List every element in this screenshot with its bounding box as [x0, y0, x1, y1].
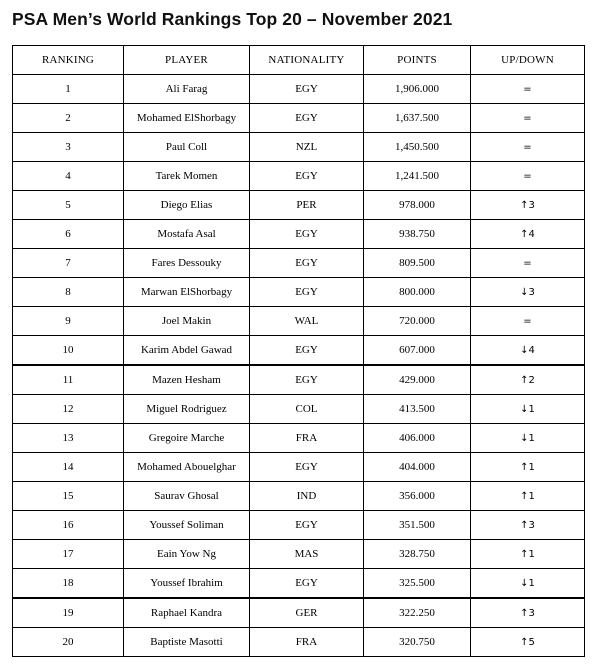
cell-points: 800.000	[364, 278, 471, 307]
cell-points: 1,906.000	[364, 75, 471, 104]
cell-rank: 20	[13, 628, 124, 657]
cell-nationality: EGY	[250, 220, 364, 249]
cell-up-down: =	[471, 75, 585, 104]
table-row	[13, 424, 585, 453]
cell-rank: 2	[13, 104, 124, 133]
table-row	[13, 133, 585, 162]
cell-player: Baptiste Masotti	[124, 628, 250, 657]
cell-nationality: EGY	[250, 453, 364, 482]
cell-points: 351.500	[364, 511, 471, 540]
cell-up-down: ↓4	[471, 336, 585, 366]
cell-nationality: EGY	[250, 162, 364, 191]
cell-rank: 18	[13, 569, 124, 599]
cell-nationality: GER	[250, 598, 364, 628]
cell-nationality: EGY	[250, 336, 364, 366]
table-row	[13, 482, 585, 511]
cell-rank: 13	[13, 424, 124, 453]
cell-up-down: ↑2	[471, 365, 585, 395]
cell-player: Mohamed ElShorbagy	[124, 104, 250, 133]
table-row	[13, 569, 585, 599]
cell-up-down: ↓1	[471, 424, 585, 453]
cell-rank: 6	[13, 220, 124, 249]
cell-up-down: =	[471, 249, 585, 278]
cell-up-down: ↑1	[471, 453, 585, 482]
table-row	[13, 307, 585, 336]
cell-rank: 19	[13, 598, 124, 628]
cell-nationality: FRA	[250, 424, 364, 453]
header-up-down: UP/DOWN	[471, 46, 585, 75]
cell-player: Raphael Kandra	[124, 598, 250, 628]
cell-points: 322.250	[364, 598, 471, 628]
cell-player: Paul Coll	[124, 133, 250, 162]
cell-player: Gregoire Marche	[124, 424, 250, 453]
cell-points: 978.000	[364, 191, 471, 220]
cell-player: Marwan ElShorbagy	[124, 278, 250, 307]
header-points: POINTS	[364, 46, 471, 75]
cell-player: Diego Elias	[124, 191, 250, 220]
cell-points: 325.500	[364, 569, 471, 599]
header-nationality: NATIONALITY	[250, 46, 364, 75]
cell-rank: 1	[13, 75, 124, 104]
cell-player: Miguel Rodriguez	[124, 395, 250, 424]
cell-points: 328.750	[364, 540, 471, 569]
cell-up-down: ↓3	[471, 278, 585, 307]
cell-rank: 9	[13, 307, 124, 336]
cell-player: Mohamed Abouelghar	[124, 453, 250, 482]
cell-nationality: EGY	[250, 249, 364, 278]
cell-player: Saurav Ghosal	[124, 482, 250, 511]
header-player: PLAYER	[124, 46, 250, 75]
header-ranking: RANKING	[13, 46, 124, 75]
cell-points: 809.500	[364, 249, 471, 278]
cell-up-down: =	[471, 133, 585, 162]
cell-rank: 15	[13, 482, 124, 511]
table-row	[13, 278, 585, 307]
table-row	[13, 365, 585, 395]
cell-rank: 16	[13, 511, 124, 540]
cell-points: 1,241.500	[364, 162, 471, 191]
cell-rank: 14	[13, 453, 124, 482]
cell-player: Youssef Ibrahim	[124, 569, 250, 599]
rankings-table	[12, 45, 585, 657]
cell-player: Fares Dessouky	[124, 249, 250, 278]
cell-up-down: ↑4	[471, 220, 585, 249]
cell-nationality: EGY	[250, 104, 364, 133]
cell-nationality: EGY	[250, 365, 364, 395]
table-row	[13, 511, 585, 540]
cell-player: Youssef Soliman	[124, 511, 250, 540]
cell-nationality: EGY	[250, 511, 364, 540]
cell-up-down: ↓1	[471, 569, 585, 599]
header-row	[13, 46, 585, 75]
cell-player: Ali Farag	[124, 75, 250, 104]
cell-nationality: EGY	[250, 569, 364, 599]
cell-nationality: EGY	[250, 278, 364, 307]
table-row	[13, 628, 585, 657]
cell-up-down: ↑1	[471, 482, 585, 511]
page-title: PSA Men’s World Rankings Top 20 – November 2021	[12, 9, 453, 29]
cell-rank: 7	[13, 249, 124, 278]
cell-points: 607.000	[364, 336, 471, 366]
cell-rank: 4	[13, 162, 124, 191]
table-row	[13, 220, 585, 249]
cell-points: 320.750	[364, 628, 471, 657]
table-row	[13, 162, 585, 191]
cell-player: Karim Abdel Gawad	[124, 336, 250, 366]
table-row	[13, 540, 585, 569]
cell-points: 356.000	[364, 482, 471, 511]
cell-rank: 3	[13, 133, 124, 162]
cell-rank: 11	[13, 365, 124, 395]
cell-up-down: =	[471, 162, 585, 191]
table-row	[13, 191, 585, 220]
cell-nationality: NZL	[250, 133, 364, 162]
cell-up-down: ↑5	[471, 628, 585, 657]
cell-nationality: PER	[250, 191, 364, 220]
cell-points: 1,637.500	[364, 104, 471, 133]
cell-points: 938.750	[364, 220, 471, 249]
cell-player: Joel Makin	[124, 307, 250, 336]
cell-points: 1,450.500	[364, 133, 471, 162]
cell-nationality: IND	[250, 482, 364, 511]
table-row	[13, 104, 585, 133]
cell-rank: 5	[13, 191, 124, 220]
cell-rank: 10	[13, 336, 124, 366]
cell-points: 404.000	[364, 453, 471, 482]
table-row	[13, 249, 585, 278]
table-row	[13, 75, 585, 104]
cell-player: Mostafa Asal	[124, 220, 250, 249]
cell-player: Tarek Momen	[124, 162, 250, 191]
cell-up-down: ↑3	[471, 511, 585, 540]
cell-points: 406.000	[364, 424, 471, 453]
cell-points: 720.000	[364, 307, 471, 336]
cell-up-down: ↑3	[471, 598, 585, 628]
table-row	[13, 598, 585, 628]
cell-up-down: ↓1	[471, 395, 585, 424]
table-row	[13, 336, 585, 366]
cell-nationality: MAS	[250, 540, 364, 569]
cell-rank: 8	[13, 278, 124, 307]
table-row	[13, 453, 585, 482]
cell-up-down: ↑1	[471, 540, 585, 569]
cell-nationality: WAL	[250, 307, 364, 336]
cell-nationality: FRA	[250, 628, 364, 657]
cell-player: Eain Yow Ng	[124, 540, 250, 569]
cell-rank: 17	[13, 540, 124, 569]
cell-up-down: ↑3	[471, 191, 585, 220]
cell-up-down: =	[471, 104, 585, 133]
cell-player: Mazen Hesham	[124, 365, 250, 395]
cell-points: 429.000	[364, 365, 471, 395]
table-row	[13, 395, 585, 424]
cell-points: 413.500	[364, 395, 471, 424]
cell-rank: 12	[13, 395, 124, 424]
cell-up-down: =	[471, 307, 585, 336]
cell-nationality: COL	[250, 395, 364, 424]
cell-nationality: EGY	[250, 75, 364, 104]
